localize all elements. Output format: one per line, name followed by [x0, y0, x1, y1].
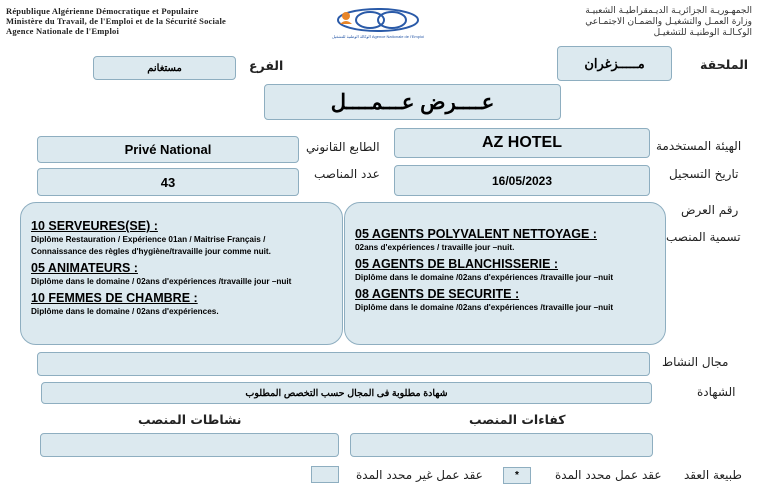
contract-fixed-label: عقد عمل محدد المدة	[555, 468, 662, 482]
position-title: 08 AGENTS DE SECURITE :	[355, 287, 520, 301]
header-ar-line: الوكـالـة الوطنيـة للتشغيـل	[653, 28, 752, 38]
legal-status-field: Privé National	[37, 136, 299, 163]
position-requirements: Diplôme dans le domaine /02ans d'expériences /travaille jour –nuit	[355, 273, 614, 282]
registration-date-label: تاريخ التسجيل	[669, 167, 739, 181]
annex-label: الملحقة	[700, 57, 749, 72]
annex-field: مـــــزغران	[557, 46, 672, 81]
position-name-label: تسمية المنصب	[666, 230, 741, 244]
position-requirements: 02ans d'expériences / travaille jour –nuit.	[355, 243, 515, 252]
job-activities-field	[40, 433, 339, 457]
contract-type-label: طبيعة العقد	[684, 468, 742, 482]
job-skills-field	[350, 433, 653, 457]
offer-title: عــــرض عـــمــــل	[264, 84, 561, 120]
registration-date-field: 16/05/2023	[394, 165, 650, 196]
position-title: 10 FEMMES DE CHAMBRE :	[31, 291, 198, 305]
header-ar-line: الجمهـوريـة الجزائريـة الديـمقراطيـة الشعبيـة	[585, 6, 752, 16]
job-activities-label: نشاطات المنصب	[138, 412, 242, 427]
header-french	[6, 6, 226, 36]
position-item	[31, 291, 332, 318]
position-requirements: Diplôme dans le domaine / 02ans d'expériences.	[31, 307, 219, 316]
position-requirements: Connaissance des règles d'hygiène/travaille jour comme nuit.	[31, 247, 271, 256]
certificate-field: شهادة مطلوبة فى المجال حسب التخصص المطلوب	[41, 382, 652, 404]
positions-count-label: عدد المناصب	[314, 167, 380, 181]
branch-field: مستغانم	[93, 56, 236, 80]
header-fr-line: Agence Nationale de l'Emploi	[6, 26, 120, 36]
position-item	[355, 257, 655, 284]
position-title: 05 ANIMATEURS :	[31, 261, 138, 275]
position-item	[355, 287, 655, 314]
job-skills-label: كفاءات المنصب	[469, 412, 566, 427]
contract-fixed-checkbox[interactable]: *	[503, 467, 531, 484]
position-item	[355, 227, 655, 254]
logo-caption: الوكالة الوطنية للتشغيل Agence Nationale de l'Emploi	[332, 34, 424, 39]
contract-unlimited-checkbox[interactable]	[311, 466, 339, 483]
contract-unlimited-label: عقد عمل غير محدد المدة	[356, 468, 483, 482]
positions-list-left	[20, 202, 343, 345]
activity-label: مجال النشاط	[662, 355, 729, 369]
position-title: 10 SERVEURES(SE) :	[31, 219, 158, 233]
position-item	[31, 261, 332, 288]
employer-field: AZ HOTEL	[394, 128, 650, 158]
position-item	[31, 219, 332, 258]
position-title: 05 AGENTS DE BLANCHISSERIE :	[355, 257, 559, 271]
header-ar-line: وزارة العمـل والتشغيـل والضمـان الاجتمـاعي	[585, 17, 752, 27]
positions-count-field: 43	[37, 168, 299, 196]
header-fr-line: République Algérienne Démocratique et Populaire	[6, 6, 199, 16]
employer-label: الهيئة المستخدمة	[656, 139, 742, 153]
activity-field	[37, 352, 650, 376]
certificate-label: الشهادة	[697, 385, 736, 399]
header-fr-line: Ministère du Travail, de l'Emploi et de la Sécurité Sociale	[6, 16, 227, 26]
positions-list-right	[344, 202, 666, 345]
header-arabic	[585, 6, 752, 39]
position-requirements: Diplôme dans le domaine /02ans d'expériences /travaille jour –nuit	[355, 303, 614, 312]
legal-status-label: الطابع القانوني	[306, 140, 380, 154]
position-requirements: Diplôme Restauration / Expérience 01an / Maitrise Français /	[31, 235, 266, 244]
branch-label: الفرع	[249, 58, 284, 73]
position-title: 05 AGENTS POLYVALENT NETTOYAGE :	[355, 227, 597, 241]
position-requirements: Diplôme dans le domaine / 02ans d'expériences /travaille jour –nuit	[31, 277, 292, 286]
offer-number-label: رقم العرض	[681, 203, 739, 217]
